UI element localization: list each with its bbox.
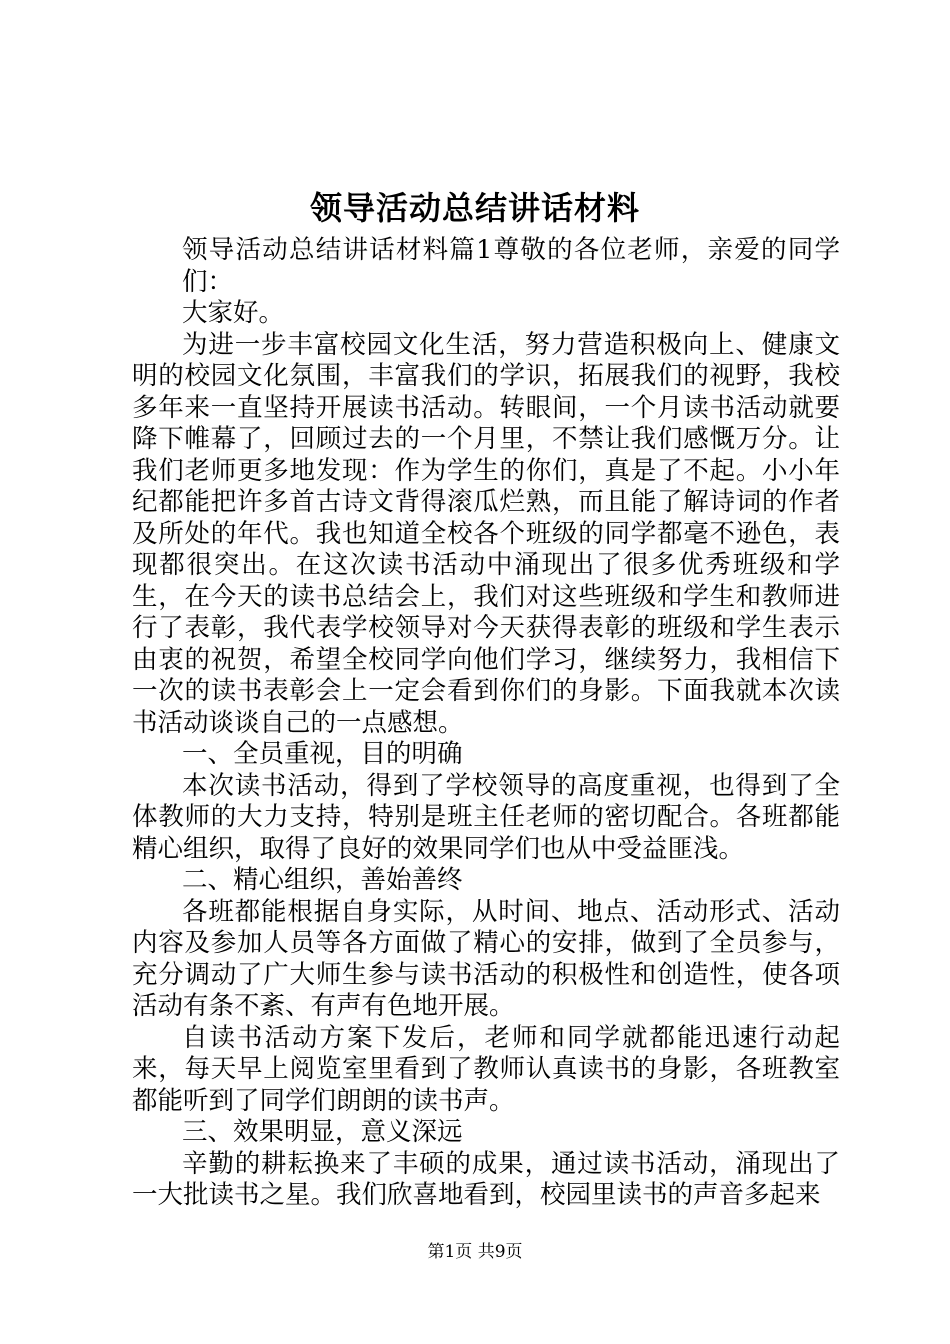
document-body	[132, 235, 840, 1212]
section-heading-3: 三、效果明显，意义深远	[182, 1117, 463, 1147]
paragraph-section-2a: 各班都能根据自身实际，从时间、地点、活动形式、活动内容及参加人员等各方面做了精心的安排，做到了全员参与，充分调动了广大师生参与读书活动的积极性和创造性，使各项活动有条不紊、有声有色地开展。	[132, 896, 840, 1021]
section-heading-2: 二、精心组织，善始善终	[182, 865, 463, 895]
paragraph-section-2b: 自读书活动方案下发后，老师和同学就都能迅速行动起来，每天早上阅览室里看到了教师认真读书的身影，各班教室都能听到了同学们朗朗的读书声。	[132, 1022, 840, 1116]
page-number-footer: 第1页 共9页	[427, 1242, 523, 1262]
paragraph-section-3: 辛勤的耕耘换来了丰硕的成果，通过读书活动，涌现出了一大批读书之星。我们欣喜地看到，校园里读书的声音多起来	[132, 1148, 840, 1210]
paragraph-section-1: 本次读书活动，得到了学校领导的高度重视，也得到了全体教师的大力支持，特别是班主任老师的密切配合。各班都能精心组织，取得了良好的效果同学们也从中受益匪浅。	[132, 770, 840, 864]
paragraph-intro: 为进一步丰富校园文化生活，努力营造积极向上、健康文明的校园文化氛围，丰富我们的学识，拓展我们的视野，我校多年来一直坚持开展读书活动。转眼间，一个月读书活动就要降下帷幕了，回顾过去的一个月里，不禁让我们感慨万分。让我们老师更多地发现：作为学生的你们，真是了不起。小小年纪都能把许多首古诗文背得滚瓜烂熟，而且能了解诗词的作者及所处的年代。我也知道全校各个班级的同学都毫不逊色，表现都很突出。在这次读书活动中涌现出了很多优秀班级和学生，在今天的读书总结会上，我们对这些班级和学生和教师进行了表彰，我代表学校领导对今天获得表彰的班级和学生表示由衷的祝贺，希望全校同学向他们学习，继续努力，我相信下一次的读书表彰会上一定会看到你们的身影。下面我就本次读书活动谈谈自己的一点感想。	[132, 329, 840, 738]
document-title: 领导活动总结讲话材料	[309, 189, 640, 227]
section-heading-1: 一、全员重视，目的明确	[182, 739, 463, 769]
paragraph-opening: 领导活动总结讲话材料篇1尊敬的各位老师，亲爱的同学们：	[182, 235, 840, 297]
paragraph-greeting: 大家好。	[182, 298, 285, 328]
